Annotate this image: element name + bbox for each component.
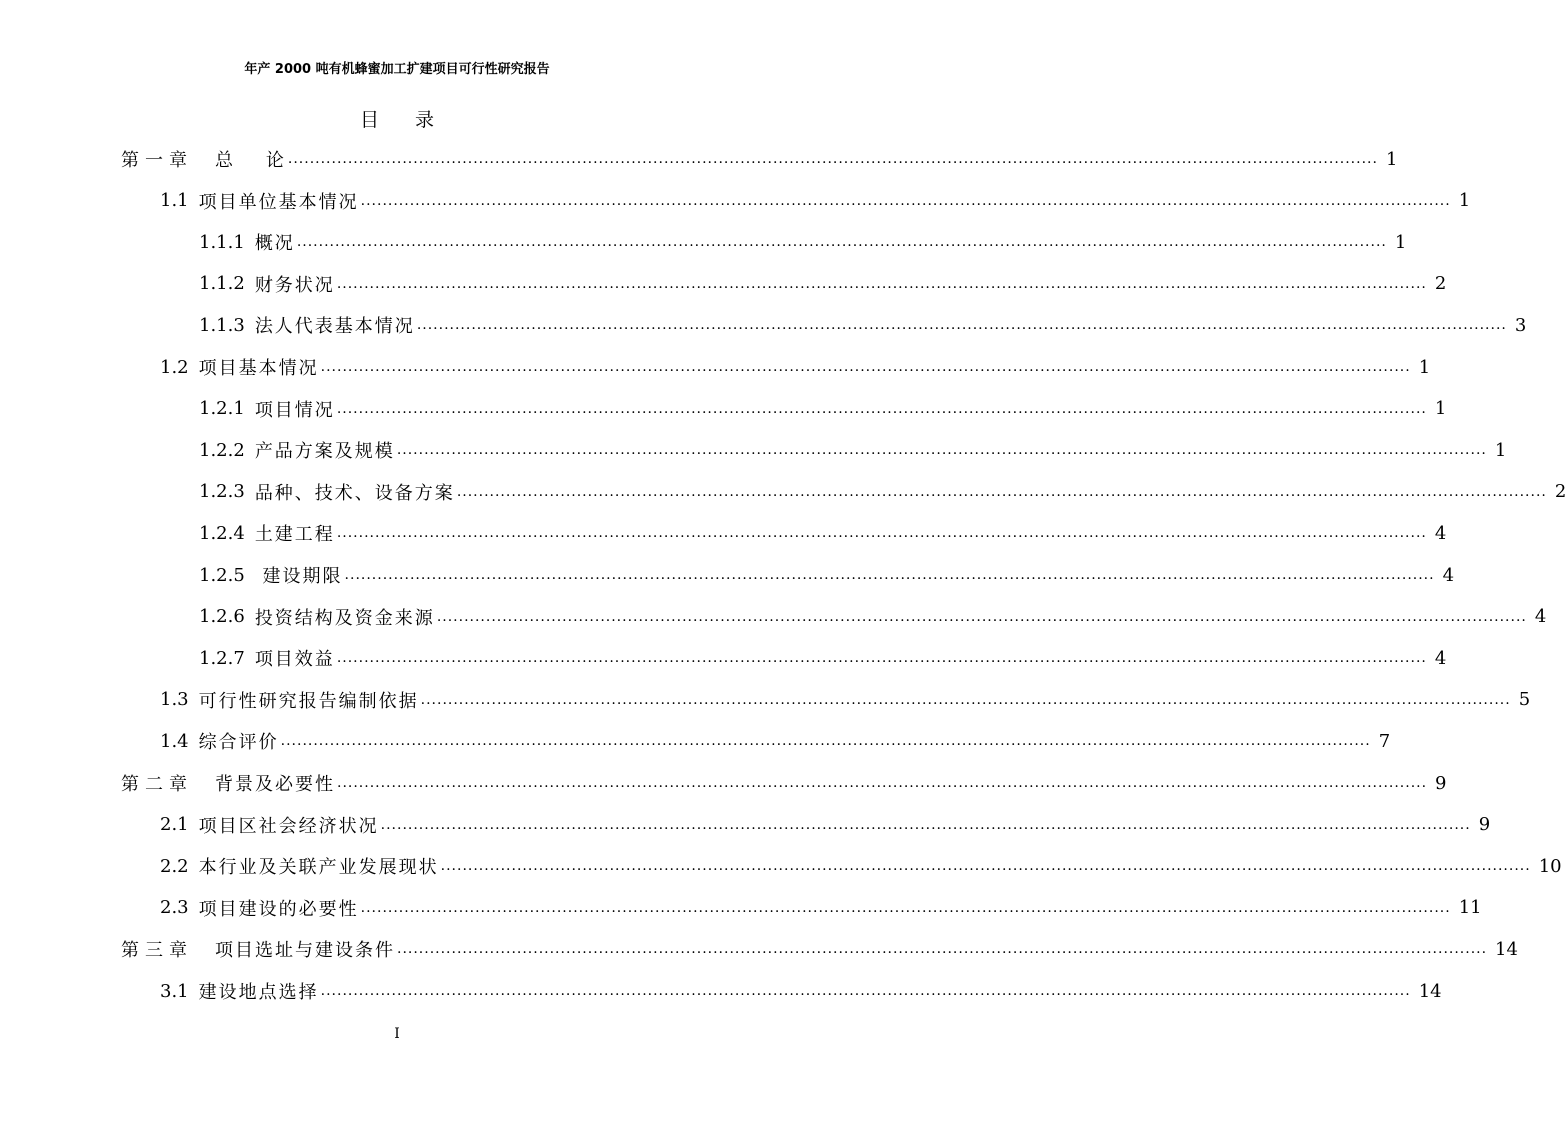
toc-entry-number: 1.1 xyxy=(160,190,189,212)
toc-entry-page: 9 xyxy=(1478,814,1491,836)
dot-leader: ........................................................................................................................................................................................................ xyxy=(380,816,1471,833)
dot-leader: ........................................................................................................................................................................................................ xyxy=(416,317,1507,334)
dot-leader: ........................................................................................................................................................................................................ xyxy=(456,483,1547,500)
toc-entry[interactable] xyxy=(199,554,1455,596)
toc-entry-number: 2.2 xyxy=(160,855,189,877)
toc-entry[interactable] xyxy=(160,845,1562,887)
toc-entry[interactable] xyxy=(199,512,1447,554)
toc-entry[interactable] xyxy=(199,388,1447,430)
toc-entry-label: 建设期限 xyxy=(254,566,343,587)
toc-entry[interactable] xyxy=(160,679,1531,721)
toc-title: 目录 xyxy=(359,109,470,131)
toc-entry-label: 土建工程 xyxy=(254,524,335,546)
dot-leader: ........................................................................................................................................................................................................ xyxy=(396,442,1487,459)
dot-leader: ........................................................................................................................................................................................................ xyxy=(420,691,1511,708)
toc-entry-page: 4 xyxy=(1434,522,1447,544)
toc-entry-number: 3.1 xyxy=(160,980,189,1002)
toc-entry-label: 背景及必要性 xyxy=(215,774,335,795)
dot-leader: ........................................................................................................................................................................................................ xyxy=(440,858,1531,875)
toc-entry-number: 2.1 xyxy=(160,814,189,836)
dot-leader: ........................................................................................................................................................................................................ xyxy=(337,775,1428,791)
dot-leader: ........................................................................................................................................................................................................ xyxy=(336,650,1427,667)
toc-entry-number: 第二章 xyxy=(121,774,193,795)
toc-entry-number: 1.2.1 xyxy=(199,398,245,420)
dot-leader: ........................................................................................................................................................................................................ xyxy=(320,359,1411,375)
toc-entry-page: 4 xyxy=(1434,647,1447,669)
toc-entry[interactable] xyxy=(160,887,1482,929)
toc-entry[interactable] xyxy=(199,429,1507,471)
toc-entry-page: 7 xyxy=(1378,730,1391,752)
toc-entry-number: 1.3 xyxy=(160,689,189,711)
toc-entry[interactable] xyxy=(160,804,1491,846)
toc-entry-page: 4 xyxy=(1534,606,1547,628)
toc-entry[interactable] xyxy=(121,138,1398,180)
toc-entry-number: 1.1.1 xyxy=(199,231,245,253)
toc-entry-page: 10 xyxy=(1538,855,1562,877)
dot-leader: ........................................................................................................................................................................................................ xyxy=(336,525,1427,542)
dot-leader: ........................................................................................................................................................................................................ xyxy=(360,899,1451,916)
toc-entry-label: 投资结构及资金来源 xyxy=(254,607,435,629)
toc-entry[interactable] xyxy=(199,304,1527,346)
dot-leader: ........................................................................................................................................................................................................ xyxy=(436,608,1527,625)
toc-entry-number: 1.2.5 xyxy=(199,564,245,586)
toc-entry[interactable] xyxy=(199,221,1407,263)
toc-entry-number: 1.1.3 xyxy=(199,314,245,336)
toc-entry-page: 1 xyxy=(1434,398,1447,420)
toc-entry-page: 1 xyxy=(1385,148,1398,170)
toc-entry-page: 4 xyxy=(1442,564,1455,586)
toc-entry-label: 概况 xyxy=(254,233,295,255)
toc-entry-label: 法人代表基本情况 xyxy=(254,316,415,338)
dot-leader: ........................................................................................................................................................................................................ xyxy=(296,234,1387,251)
toc-entry-number: 第三章 xyxy=(121,940,193,962)
toc-entry-page: 5 xyxy=(1518,689,1531,711)
toc-entry-page: 2 xyxy=(1554,481,1566,503)
toc-entry[interactable] xyxy=(199,263,1447,305)
dot-leader: ........................................................................................................................................................................................................ xyxy=(360,192,1451,209)
toc-entry-label: 总 论 xyxy=(215,150,286,171)
toc-entry[interactable] xyxy=(199,637,1447,679)
dot-leader: ........................................................................................................................................................................................................ xyxy=(336,400,1427,417)
toc-entry-page: 14 xyxy=(1418,980,1442,1002)
toc-entry-label: 产品方案及规模 xyxy=(254,441,395,463)
toc-entry-number: 1.2.2 xyxy=(199,439,245,461)
toc-entry-label: 本行业及关联产业发展现状 xyxy=(198,857,439,879)
toc-entry-label: 项目情况 xyxy=(254,399,335,421)
dot-leader: ........................................................................................................................................................................................................ xyxy=(336,275,1427,292)
toc-entry-number: 1.2 xyxy=(160,356,189,378)
toc-entry-label: 建设地点选择 xyxy=(198,982,319,1003)
toc-entry[interactable] xyxy=(160,720,1391,762)
toc-entry-label: 品种、技术、设备方案 xyxy=(254,482,455,504)
toc-entry-label: 财务状况 xyxy=(254,274,335,296)
dot-leader: ........................................................................................................................................................................................................ xyxy=(344,567,1435,583)
toc-entry-page: 2 xyxy=(1434,273,1447,295)
toc-entry-page: 9 xyxy=(1435,772,1447,794)
dot-leader: ........................................................................................................................................................................................................ xyxy=(287,151,1378,167)
toc-entry-page: 1 xyxy=(1494,439,1507,461)
toc-entry-number: 第一章 xyxy=(121,150,193,171)
toc-entry-page: 14 xyxy=(1495,938,1518,960)
toc-entry-number: 1.1.2 xyxy=(199,273,245,295)
toc-entry-number: 1.2.7 xyxy=(199,647,245,669)
toc-entry-label: 项目选址与建设条件 xyxy=(215,940,395,962)
toc-entry-page: 11 xyxy=(1458,897,1482,919)
toc-entry[interactable] xyxy=(199,471,1566,513)
toc-entry-number: 2.3 xyxy=(160,897,189,919)
toc-entry-page: 1 xyxy=(1394,231,1407,253)
toc-entry-number: 1.2.4 xyxy=(199,522,245,544)
document-header: 年产 2000 吨有机蜂蜜加工扩建项目可行性研究报告 xyxy=(244,62,550,77)
toc-entry-page: 3 xyxy=(1514,314,1527,336)
toc-entry-label: 可行性研究报告编制依据 xyxy=(198,690,419,712)
dot-leader: ........................................................................................................................................................................................................ xyxy=(397,941,1488,958)
toc-entry[interactable] xyxy=(199,596,1547,638)
toc-entry[interactable] xyxy=(160,970,1442,1012)
toc-entry-label: 项目单位基本情况 xyxy=(198,191,359,213)
toc-entry-label: 项目基本情况 xyxy=(198,358,319,379)
toc-entry-page: 1 xyxy=(1418,356,1431,378)
toc-entry[interactable] xyxy=(121,762,1447,804)
toc-entry-label: 项目区社会经济状况 xyxy=(198,815,379,837)
toc-entry-label: 项目建设的必要性 xyxy=(198,898,359,920)
page-number: I xyxy=(394,1026,400,1042)
toc-entry-page: 1 xyxy=(1458,190,1471,212)
toc-entry[interactable] xyxy=(160,346,1431,388)
toc-entry[interactable] xyxy=(121,928,1518,970)
toc-entry-number: 1.4 xyxy=(160,730,189,752)
toc-entry-label: 综合评价 xyxy=(198,732,279,754)
toc-entry-number: 1.2.3 xyxy=(199,481,245,503)
toc-entry-label: 项目效益 xyxy=(254,649,335,671)
dot-leader: ........................................................................................................................................................................................................ xyxy=(320,983,1411,999)
toc-entry-number: 1.2.6 xyxy=(199,606,245,628)
toc-entry[interactable] xyxy=(160,180,1471,222)
dot-leader: ........................................................................................................................................................................................................ xyxy=(280,733,1371,750)
